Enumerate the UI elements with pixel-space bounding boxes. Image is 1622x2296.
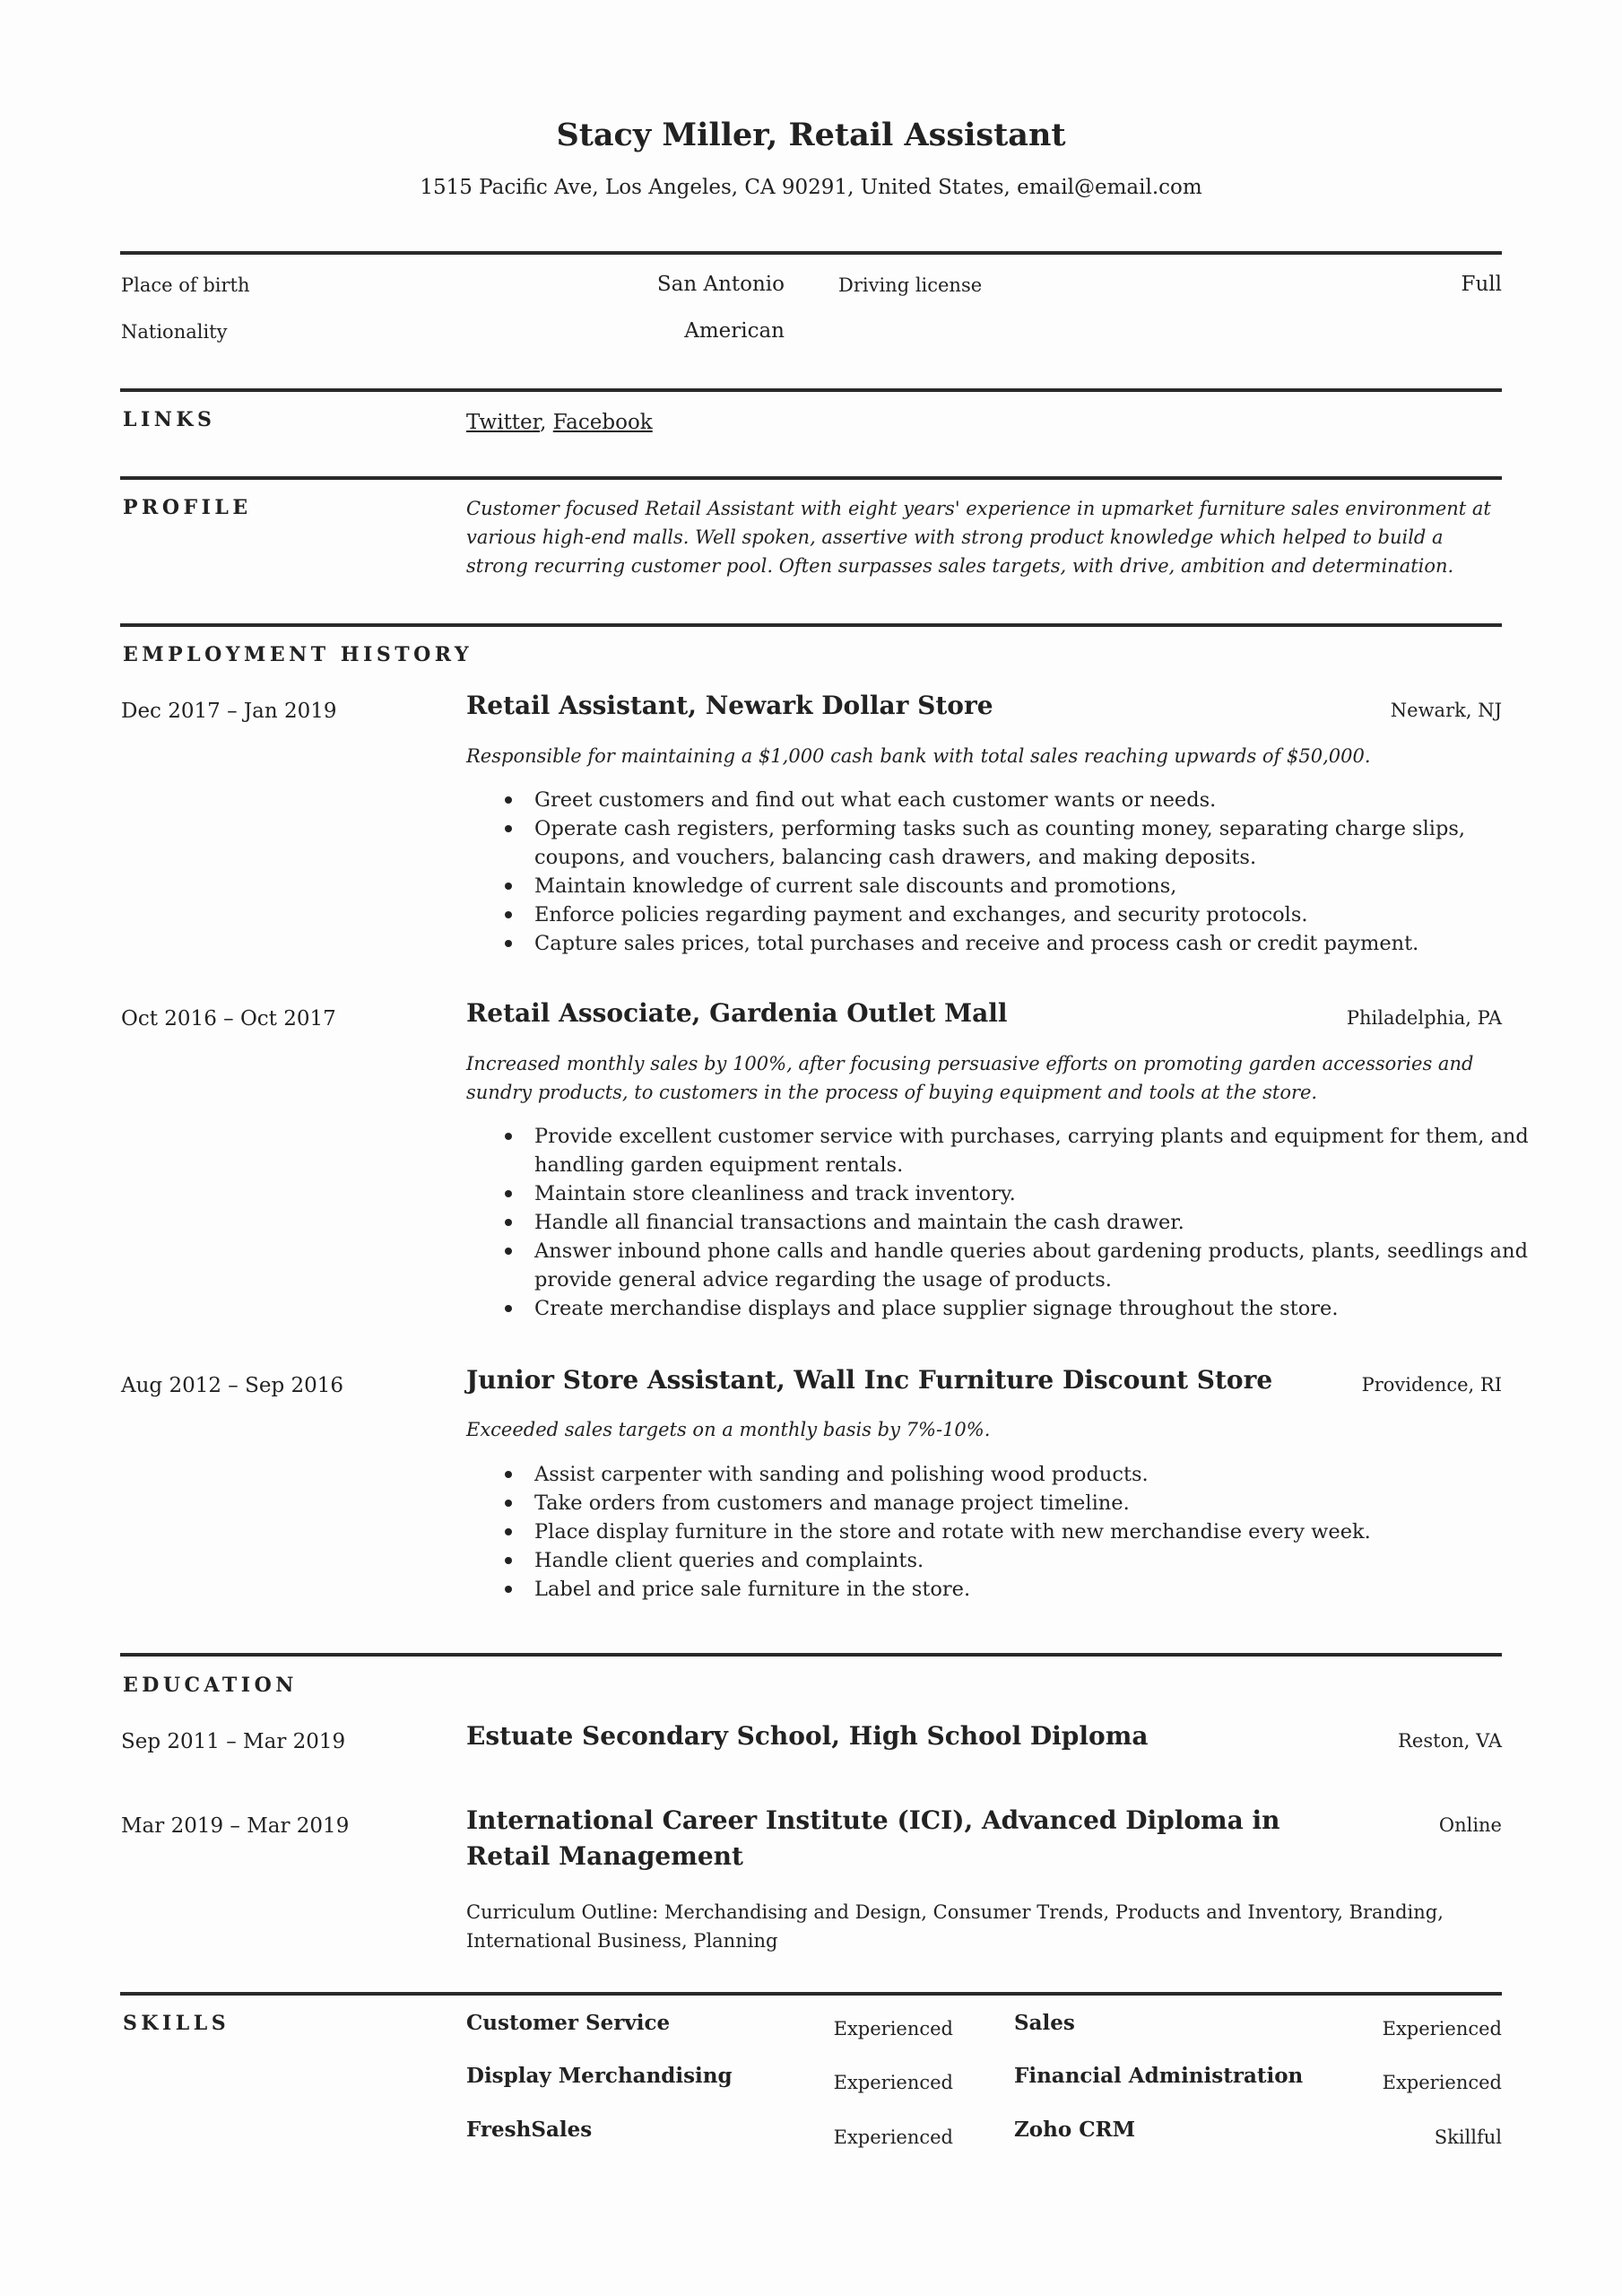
divider: [120, 623, 1502, 627]
bullet-icon: [505, 1133, 512, 1140]
place-of-birth-value: San Antonio: [656, 273, 785, 296]
bullet-icon: [505, 1305, 512, 1312]
education-title: Estuate Secondary School, High School Diploma: [466, 1721, 1149, 1751]
divider: [120, 1653, 1502, 1657]
job-title: Retail Associate, Gardenia Outlet Mall: [466, 998, 1008, 1028]
job-title: Junior Store Assistant, Wall Inc Furniture Discount Store: [466, 1365, 1273, 1395]
bullet-icon: [505, 1190, 512, 1197]
list-item: Label and price sale furniture in the store.: [534, 1575, 1530, 1604]
divider: [120, 251, 1502, 255]
place-of-birth-label: Place of birth: [121, 274, 250, 296]
bullet-icon: [505, 1500, 512, 1507]
list-item: Enforce policies regarding payment and exchanges, and security protocols.: [534, 900, 1530, 929]
education-dates: Sep 2011 – Mar 2019: [121, 1730, 346, 1753]
job-duties-list: [534, 1122, 1530, 1323]
skill-name: Customer Service: [466, 2011, 671, 2035]
job-location: Philadelphia, PA: [1346, 1007, 1502, 1029]
list-item: Assist carpenter with sanding and polishing wood products.: [534, 1460, 1530, 1489]
nationality-value: American: [684, 319, 785, 343]
bullet-icon: [505, 911, 512, 918]
job-duties-list: [534, 1460, 1530, 1604]
employment-heading: EMPLOYMENT HISTORY: [123, 643, 473, 666]
list-item: Capture sales prices, total purchases and receive and process cash or credit payment.: [534, 929, 1530, 958]
skill-name: Display Merchandising: [466, 2064, 733, 2088]
job-location: Providence, RI: [1361, 1374, 1502, 1396]
skill-level: Experienced: [1382, 2018, 1502, 2039]
job-title: Retail Assistant, Newark Dollar Store: [466, 691, 993, 720]
list-item: Maintain store cleanliness and track inventory.: [534, 1179, 1530, 1208]
driving-license-value: Full: [1461, 273, 1502, 296]
bullet-icon: [505, 1248, 512, 1255]
bullet-icon: [505, 1557, 512, 1564]
job-summary: Exceeded sales targets on a monthly basis by 7%-10%.: [466, 1419, 991, 1440]
education-heading: EDUCATION: [123, 1674, 298, 1697]
skill-name: Sales: [1014, 2011, 1075, 2035]
job-summary: Increased monthly sales by 100%, after focusing persuasive efforts on promoting garden accessories and sundry products, to customers in the process of buying equipment and tools at the store.: [466, 1053, 1474, 1103]
job-dates: Dec 2017 – Jan 2019: [121, 700, 337, 723]
divider: [120, 476, 1502, 480]
facebook-link[interactable]: Facebook: [552, 411, 653, 434]
job-location: Newark, NJ: [1390, 700, 1502, 721]
education-title: International Career Institute (ICI), Advanced Diploma in: [466, 1805, 1280, 1835]
profile-text: Customer focused Retail Assistant with eight years' experience in upmarket furniture sales environment at various high-end malls. Well spoken, assertive with strong product knowledge which helped to build a strong recurring customer pool. Often surpasses sales targets, with drive, ambition and determination.: [466, 498, 1491, 577]
bullet-icon: [505, 1219, 512, 1226]
links-list: [466, 411, 653, 434]
list-item: Provide excellent customer service with purchases, carrying plants and equipment for them, and handling garden equipment rentals.: [534, 1122, 1530, 1179]
resume-name: Stacy Miller, Retail Assistant: [556, 117, 1066, 153]
skill-level: Experienced: [1382, 2072, 1502, 2093]
education-dates: Mar 2019 – Mar 2019: [121, 1814, 350, 1838]
list-item: Answer inbound phone calls and handle queries about gardening products, plants, seedlings and provide general advice regarding the usage of products.: [534, 1237, 1530, 1294]
contact-address: 1515 Pacific Ave, Los Angeles, CA 90291, United States, email@email.com: [420, 176, 1202, 199]
job-summary: Responsible for maintaining a $1,000 cash bank with total sales reaching upwards of $50,000.: [466, 745, 1371, 767]
job-dates: Aug 2012 – Sep 2016: [121, 1374, 344, 1397]
list-item: Place display furniture in the store and rotate with new merchandise every week.: [534, 1518, 1530, 1546]
divider: [120, 1992, 1502, 1996]
divider: [120, 388, 1502, 392]
bullet-icon: [505, 1528, 512, 1535]
bullet-icon: [505, 796, 512, 804]
list-item: Handle client queries and complaints.: [534, 1546, 1530, 1575]
skill-name: Zoho CRM: [1014, 2118, 1136, 2142]
list-item: Take orders from customers and manage project timeline.: [534, 1489, 1530, 1518]
bullet-icon: [505, 1471, 512, 1478]
skill-level: Experienced: [833, 2018, 953, 2039]
skill-level: Skillful: [1434, 2126, 1502, 2148]
education-location: Reston, VA: [1398, 1730, 1502, 1752]
list-item: Greet customers and find out what each customer wants or needs.: [534, 786, 1530, 814]
job-dates: Oct 2016 – Oct 2017: [121, 1007, 336, 1031]
driving-license-label: Driving license: [838, 274, 983, 296]
education-location: Online: [1438, 1814, 1502, 1836]
list-item: Handle all financial transactions and maintain the cash drawer.: [534, 1208, 1530, 1237]
list-item: Create merchandise displays and place supplier signage throughout the store.: [534, 1294, 1530, 1323]
skill-level: Experienced: [833, 2126, 953, 2148]
bullet-icon: [505, 883, 512, 890]
nationality-label: Nationality: [121, 321, 228, 343]
skills-heading: SKILLS: [123, 2012, 230, 2035]
skill-name: Financial Administration: [1014, 2064, 1304, 2088]
bullet-icon: [505, 1586, 512, 1593]
list-item: Operate cash registers, performing tasks such as counting money, separating charge slips, coupons, and vouchers, balancing cash drawers, and making deposits.: [534, 814, 1530, 872]
links-heading: LINKS: [123, 408, 216, 431]
education-details: Curriculum Outline: Merchandising and Design, Consumer Trends, Products and Inventory, Branding, International Business, Planning: [466, 1901, 1444, 1952]
bullet-icon: [505, 825, 512, 832]
bullet-icon: [505, 940, 512, 947]
education-title-continued: Retail Management: [466, 1841, 743, 1871]
twitter-link[interactable]: Twitter: [466, 411, 541, 434]
profile-heading: PROFILE: [123, 496, 252, 519]
skill-level: Experienced: [833, 2072, 953, 2093]
link-separator: ,: [540, 411, 547, 434]
skill-name: FreshSales: [466, 2118, 593, 2142]
list-item: Maintain knowledge of current sale discounts and promotions,: [534, 872, 1530, 900]
job-duties-list: [534, 786, 1530, 958]
